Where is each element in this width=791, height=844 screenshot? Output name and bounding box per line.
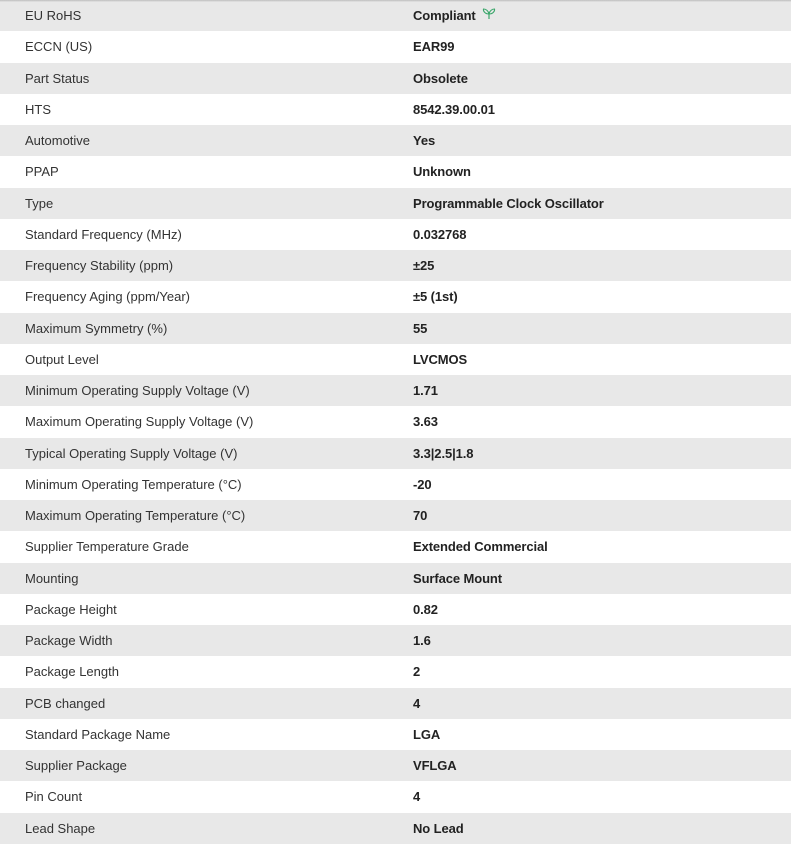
spec-row-lead-shape <box>0 813 791 844</box>
spec-row-package-width <box>0 625 791 656</box>
spec-label: Maximum Operating Supply Voltage (V) <box>25 414 254 430</box>
spec-label: Minimum Operating Temperature (°C) <box>25 476 242 492</box>
spec-value: ±25 <box>413 258 435 274</box>
spec-value: 1.71 <box>413 383 438 399</box>
spec-row-mounting <box>0 563 791 594</box>
spec-row-typical-supply-voltage <box>0 438 791 469</box>
spec-value: 3.3|2.5|1.8 <box>413 445 474 461</box>
spec-label: Output Level <box>25 351 99 367</box>
spec-row-part-status <box>0 63 791 94</box>
spec-row-standard-frequency <box>0 219 791 250</box>
spec-row-maximum-symmetry <box>0 313 791 344</box>
spec-row-supplier-package <box>0 750 791 781</box>
spec-value: 3.63 <box>413 414 438 430</box>
spec-value: Surface Mount <box>413 570 502 586</box>
spec-label: PPAP <box>25 164 59 180</box>
spec-value: Programmable Clock Oscillator <box>413 195 604 211</box>
spec-value: 0.82 <box>413 601 438 617</box>
spec-value: 55 <box>413 320 428 336</box>
spec-label: Frequency Aging (ppm/Year) <box>25 289 191 305</box>
spec-label: Typical Operating Supply Voltage (V) <box>25 445 238 461</box>
spec-value: 1.6 <box>413 633 431 649</box>
leaf-icon <box>482 8 496 23</box>
spec-label: ECCN (US) <box>25 39 93 55</box>
spec-value: Unknown <box>413 164 471 180</box>
spec-row-automotive <box>0 125 791 156</box>
spec-row-pcb-changed <box>0 688 791 719</box>
spec-row-standard-package-name <box>0 719 791 750</box>
spec-label: HTS <box>25 101 51 117</box>
spec-row-min-operating-temperature <box>0 469 791 500</box>
spec-row-output-level <box>0 344 791 375</box>
spec-row-min-supply-voltage <box>0 375 791 406</box>
spec-value: Extended Commercial <box>413 539 548 555</box>
spec-value: ±5 (1st) <box>413 289 458 305</box>
spec-value: 70 <box>413 508 428 524</box>
spec-value: No Lead <box>413 820 464 836</box>
spec-value: 4 <box>413 695 421 711</box>
spec-value: -20 <box>413 476 432 492</box>
spec-value: EAR99 <box>413 39 455 55</box>
spec-value: LVCMOS <box>413 351 468 367</box>
spec-value: Obsolete <box>413 70 468 86</box>
spec-label: Mounting <box>25 570 79 586</box>
spec-row-hts <box>0 94 791 125</box>
spec-label: Supplier Package <box>25 758 127 774</box>
spec-value: VFLGA <box>413 758 457 774</box>
spec-label: Standard Package Name <box>25 726 171 742</box>
spec-row-frequency-stability <box>0 250 791 281</box>
spec-label: Minimum Operating Supply Voltage (V) <box>25 383 250 399</box>
spec-value: 4 <box>413 789 421 805</box>
spec-label: Maximum Symmetry (%) <box>25 320 168 336</box>
spec-row-package-length <box>0 656 791 687</box>
spec-row-eccn <box>0 31 791 62</box>
spec-value: Compliant <box>413 8 476 24</box>
spec-row-max-supply-voltage <box>0 406 791 437</box>
spec-value: LGA <box>413 726 441 742</box>
spec-label: Supplier Temperature Grade <box>25 539 189 555</box>
spec-row-frequency-aging <box>0 281 791 312</box>
spec-label: Standard Frequency (MHz) <box>25 226 182 242</box>
spec-row-pin-count <box>0 781 791 812</box>
spec-row-type <box>0 188 791 219</box>
spec-label: Automotive <box>25 133 91 149</box>
spec-label: Part Status <box>25 70 90 86</box>
spec-label: Package Height <box>25 601 117 617</box>
spec-label: PCB changed <box>25 695 106 711</box>
spec-row-supplier-temperature-grade <box>0 531 791 562</box>
spec-value: 8542.39.00.01 <box>413 101 495 117</box>
spec-value: 0.032768 <box>413 226 467 242</box>
spec-row-ppap <box>0 156 791 187</box>
spec-value: Yes <box>413 133 436 149</box>
spec-row-max-operating-temperature <box>0 500 791 531</box>
spec-label: Package Width <box>25 633 113 649</box>
spec-label: EU RoHS <box>25 8 82 24</box>
spec-value: 2 <box>413 664 421 680</box>
spec-label: Package Length <box>25 664 119 680</box>
spec-value-cell <box>400 0 791 31</box>
spec-row-eu-rohs <box>0 0 791 31</box>
spec-label: Maximum Operating Temperature (°C) <box>25 508 246 524</box>
spec-label: Pin Count <box>25 789 83 805</box>
top-shadow-divider <box>0 0 791 2</box>
spec-label: Frequency Stability (ppm) <box>25 258 174 274</box>
spec-label: Type <box>25 195 54 211</box>
spec-row-package-height <box>0 594 791 625</box>
spec-label: Lead Shape <box>25 820 96 836</box>
